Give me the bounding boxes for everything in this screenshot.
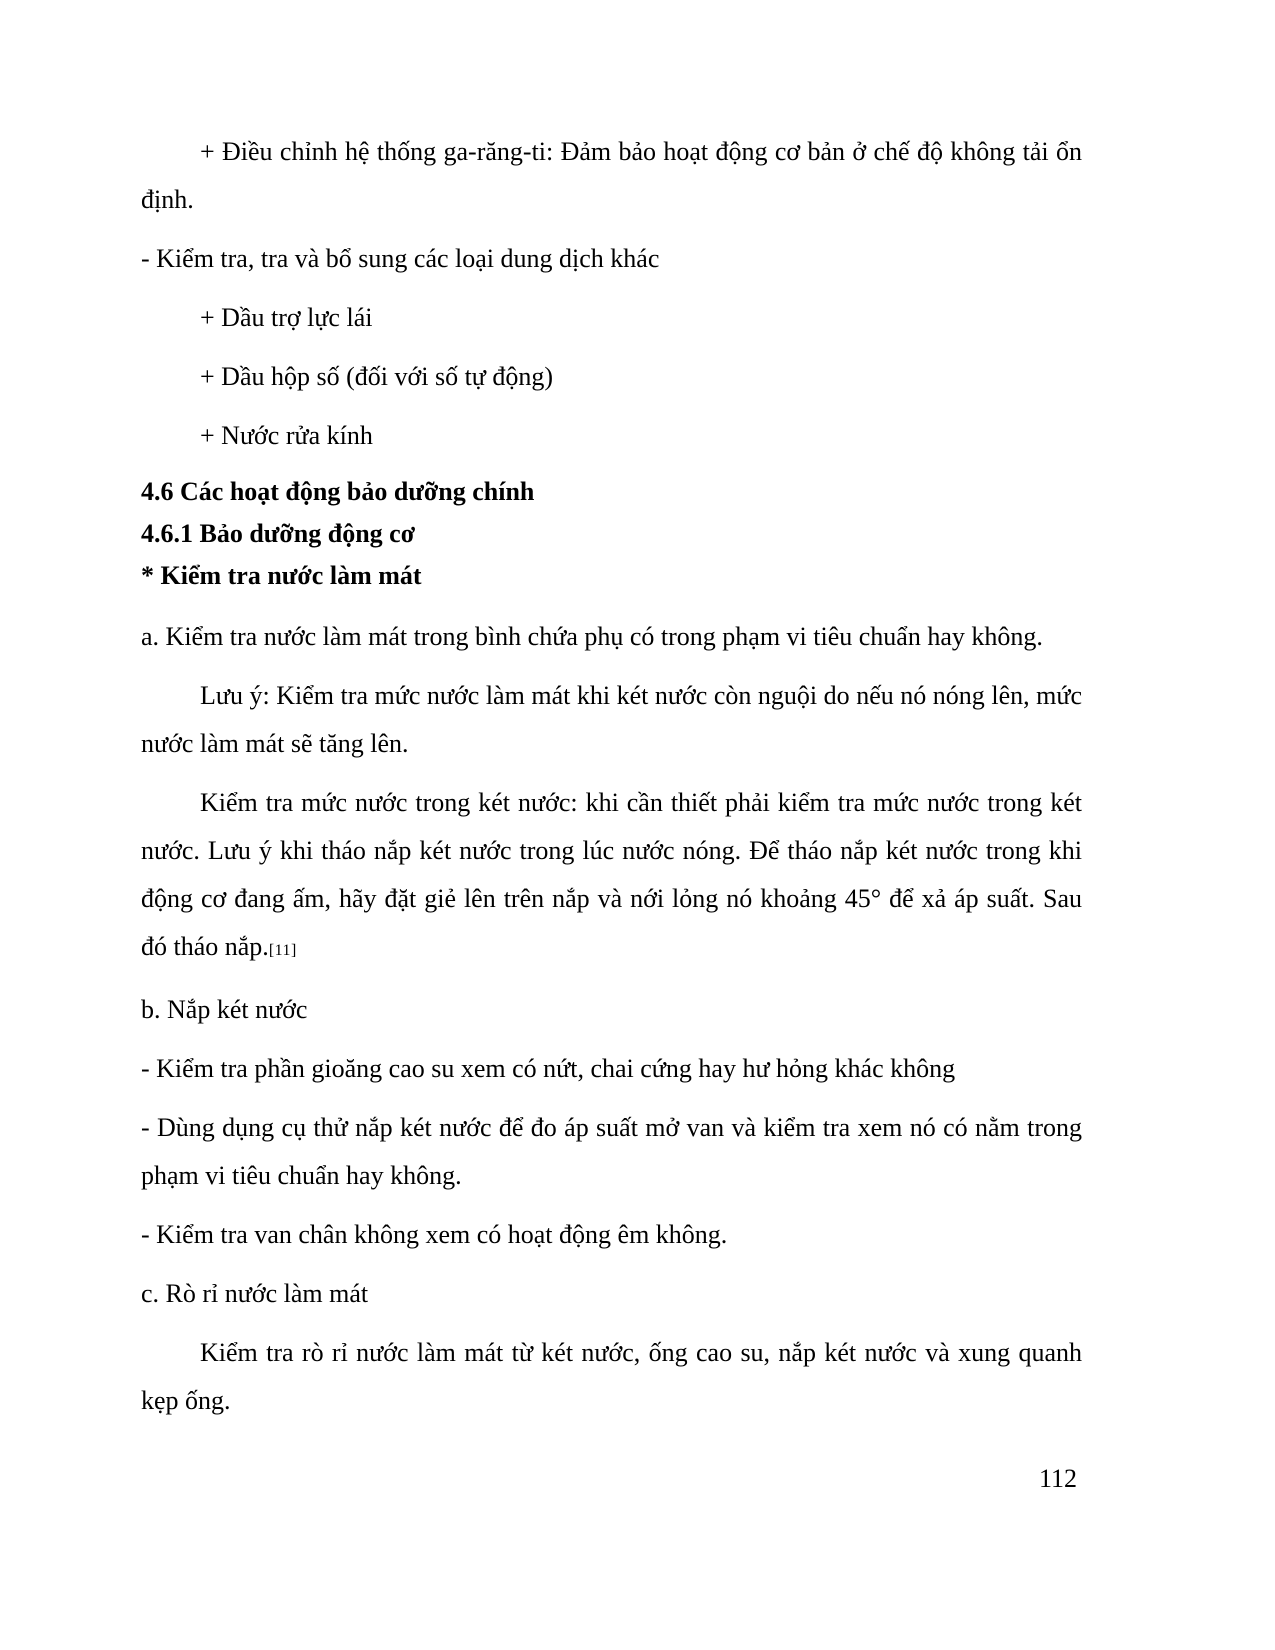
paragraph-coolant-note: Lưu ý: Kiểm tra mức nước làm mát khi két nước còn nguội do nếu nó nóng lên, mức nước làm mát sẽ tăng lên. bbox=[141, 681, 1082, 758]
paragraph-radiator-check bbox=[141, 779, 1082, 975]
list-item-washer-fluid: + Nước rửa kính bbox=[200, 421, 373, 450]
paragraph-radiator-cap: b. Nắp két nước bbox=[141, 995, 308, 1024]
heading-group bbox=[141, 471, 1082, 597]
paragraph-gasket-check: - Kiểm tra phần gioăng cao su xem có nứt, chai cứng hay hư hỏng khác không bbox=[141, 1054, 956, 1083]
paragraph-radiator-check-text: Kiểm tra mức nước trong két nước: khi cần thiết phải kiểm tra mức nước trong két nước. Lưu ý khi tháo nắp két nước trong lúc nước nóng. Để tháo nắp két nước trong khi động cơ đang ấm, hãy đặt giẻ lên trên nắp và nới lỏng nó khoảng 45° để xả áp suất. Sau đó tháo nắp. bbox=[141, 788, 1082, 961]
paragraph-coolant-leak-check: Kiểm tra rò rỉ nước làm mát từ két nước, ống cao su, nắp két nước và xung quanh kẹp ống. bbox=[141, 1338, 1082, 1415]
paragraph-coolant-leak-heading: c. Rò rỉ nước làm mát bbox=[141, 1279, 369, 1308]
list-item-gearbox-oil: + Dầu hộp số (đối với số tự động) bbox=[200, 362, 554, 391]
subheading-coolant-check: * Kiểm tra nước làm mát bbox=[141, 561, 422, 590]
paragraph-idle-adjustment: + Điều chỉnh hệ thống ga-răng-ti: Đảm bảo hoạt động cơ bản ở chế độ không tải ổn định. bbox=[141, 137, 1082, 214]
section-heading-4-6: 4.6 Các hoạt động bảo dưỡng chính bbox=[141, 477, 535, 506]
footnote-reference: [11] bbox=[268, 942, 297, 959]
list-item-power-steering-oil: + Dầu trợ lực lái bbox=[200, 303, 373, 332]
page-number: 112 bbox=[1038, 1464, 1077, 1493]
document-content bbox=[141, 128, 1082, 1436]
paragraph-vacuum-valve: - Kiểm tra van chân không xem có hoạt động êm không. bbox=[141, 1220, 728, 1249]
paragraph-coolant-reservoir: a. Kiểm tra nước làm mát trong bình chứa phụ có trong phạm vi tiêu chuẩn hay không. bbox=[141, 622, 1043, 651]
paragraph-pressure-test: - Dùng dụng cụ thử nắp két nước để đo áp suất mở van và kiểm tra xem nó có nằm trong phạm vi tiêu chuẩn hay không. bbox=[141, 1113, 1082, 1190]
subsection-heading-4-6-1: 4.6.1 Bảo dưỡng động cơ bbox=[141, 519, 416, 548]
paragraph-fluid-check: - Kiểm tra, tra và bổ sung các loại dung dịch khác bbox=[141, 244, 660, 273]
